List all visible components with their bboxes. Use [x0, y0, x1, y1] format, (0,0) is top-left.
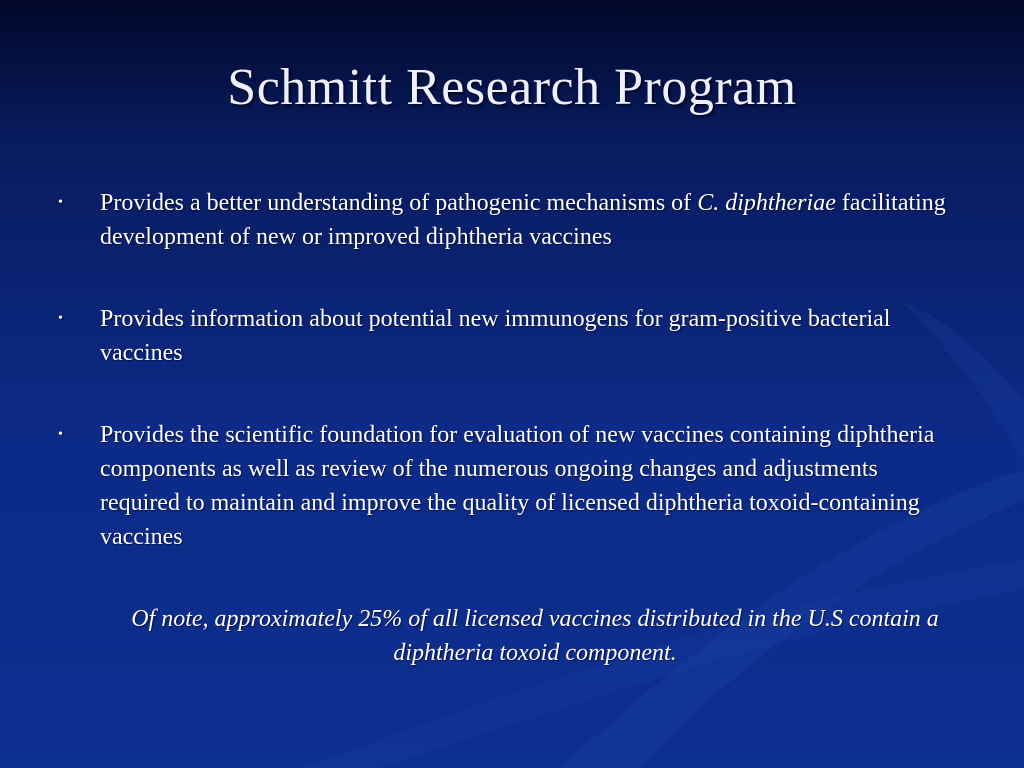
bullet-icon: •	[58, 311, 63, 326]
slide-title: Schmitt Research Program	[227, 59, 797, 116]
bullet-text: Provides the scientific foundation for evaluation of new vaccines containing diphtheria components as well as review of the numerous ongoing changes and adjustments required to maintain and improve the quality of licensed diphtheria toxoid-containing vaccines	[100, 422, 935, 550]
bullet-text-continued: facilitating development of new or improved diphtheria vaccines	[100, 190, 946, 250]
bullet-icon: •	[58, 195, 63, 210]
footnote: Of note, approximately 25% of all licensed vaccines distributed in the U.S contain a diphtheria toxoid component.	[131, 606, 939, 666]
bullet-item-2	[58, 302, 958, 370]
bullet-text: Provides a better understanding of pathogenic mechanisms of	[100, 190, 698, 216]
bullet-icon: •	[58, 427, 63, 442]
bullet-list	[58, 186, 958, 554]
bullet-italic-text: C. diphtheriae	[697, 190, 836, 216]
bullet-item-1	[58, 186, 958, 254]
bullet-text: Provides information about potential new immunogens for gram-positive bacterial vaccines	[100, 306, 891, 366]
bullet-item-3	[58, 418, 958, 554]
